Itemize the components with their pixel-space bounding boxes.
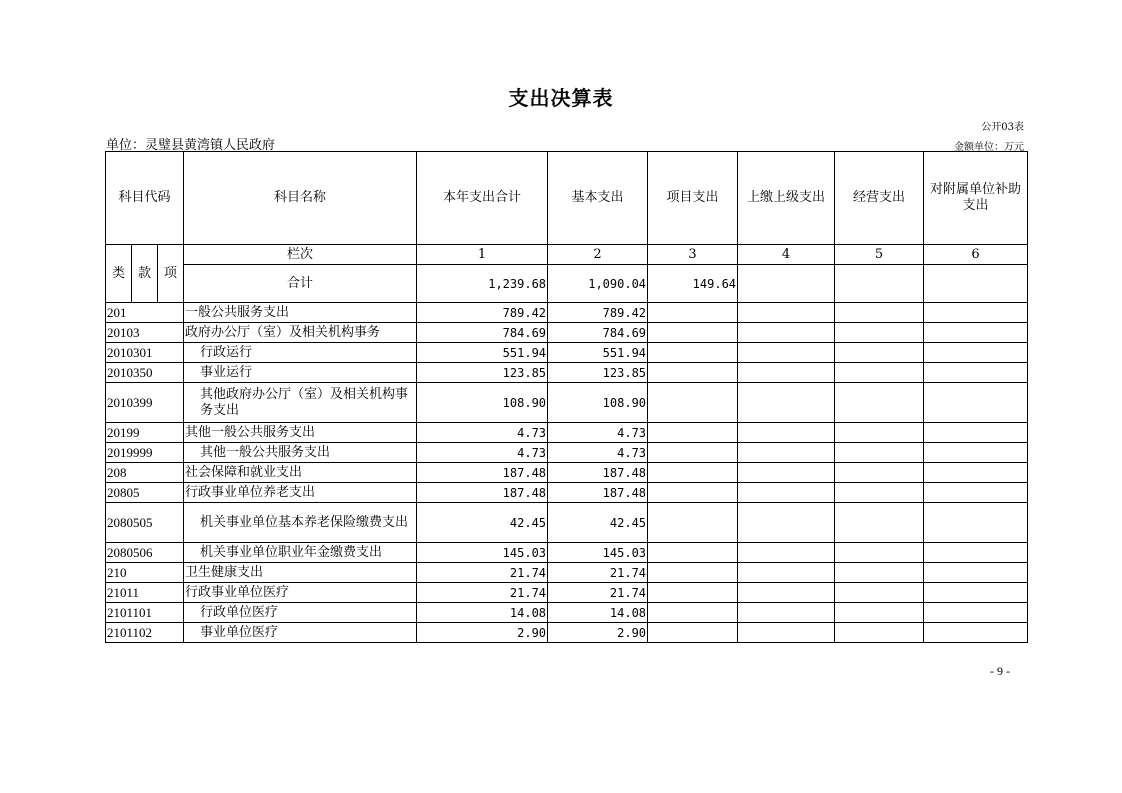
row-basic: 187.48 <box>548 463 648 483</box>
row-name: 行政事业单位养老支出 <box>184 483 417 503</box>
row-project <box>648 483 738 503</box>
col-index-5: 5 <box>835 245 924 265</box>
row-upper <box>738 603 835 623</box>
row-project <box>648 303 738 323</box>
row-upper <box>738 343 835 363</box>
header-total: 本年支出合计 <box>417 152 548 245</box>
row-basic: 784.69 <box>548 323 648 343</box>
row-basic: 21.74 <box>548 563 648 583</box>
row-project <box>648 423 738 443</box>
row-upper <box>738 363 835 383</box>
row-total: 123.85 <box>417 363 548 383</box>
row-business <box>835 423 924 443</box>
table-row <box>106 563 1028 583</box>
table-row <box>106 463 1028 483</box>
row-subsidy <box>924 603 1028 623</box>
header-business: 经营支出 <box>835 152 924 245</box>
row-name: 事业运行 <box>184 363 417 383</box>
table-row <box>106 603 1028 623</box>
row-basic: 123.85 <box>548 363 648 383</box>
row-business <box>835 463 924 483</box>
row-subsidy <box>924 343 1028 363</box>
row-name: 机关事业单位职业年金缴费支出 <box>184 543 417 563</box>
row-upper <box>738 623 835 643</box>
header-basic: 基本支出 <box>548 152 648 245</box>
row-subsidy <box>924 463 1028 483</box>
row-name: 政府办公厅（室）及相关机构事务 <box>184 323 417 343</box>
row-basic: 21.74 <box>548 583 648 603</box>
form-number: 公开03表 <box>981 122 1024 133</box>
row-subsidy <box>924 503 1028 543</box>
row-total: 14.08 <box>417 603 548 623</box>
header-xiang: 项 <box>158 245 184 303</box>
row-business <box>835 483 924 503</box>
row-basic: 4.73 <box>548 443 648 463</box>
table-row <box>106 343 1028 363</box>
row-code: 210 <box>106 563 184 583</box>
row-basic: 551.94 <box>548 343 648 363</box>
row-project <box>648 503 738 543</box>
header-project: 项目支出 <box>648 152 738 245</box>
row-upper <box>738 303 835 323</box>
row-name: 其他一般公共服务支出 <box>184 423 417 443</box>
row-code: 2019999 <box>106 443 184 463</box>
row-code: 2010399 <box>106 383 184 423</box>
lanci-label: 栏次 <box>184 245 417 265</box>
row-total: 42.45 <box>417 503 548 543</box>
row-business <box>835 623 924 643</box>
unit-label: 单位：灵璧县黄湾镇人民政府 <box>106 138 276 153</box>
row-total: 784.69 <box>417 323 548 343</box>
row-total: 187.48 <box>417 483 548 503</box>
total-row <box>106 265 1028 303</box>
total-upper <box>738 265 835 303</box>
row-name: 社会保障和就业支出 <box>184 463 417 483</box>
row-total: 4.73 <box>417 423 548 443</box>
row-name: 行政单位医疗 <box>184 603 417 623</box>
row-project <box>648 383 738 423</box>
row-upper <box>738 323 835 343</box>
row-basic: 2.90 <box>548 623 648 643</box>
header-kuan: 款 <box>132 245 158 303</box>
row-upper <box>738 503 835 543</box>
row-total: 4.73 <box>417 443 548 463</box>
table-row <box>106 383 1028 423</box>
row-basic: 187.48 <box>548 483 648 503</box>
page-title: 支出决算表 <box>508 86 614 110</box>
row-code: 21011 <box>106 583 184 603</box>
row-code: 2101101 <box>106 603 184 623</box>
header-upper: 上缴上级支出 <box>738 152 835 245</box>
row-total: 187.48 <box>417 463 548 483</box>
row-subsidy <box>924 423 1028 443</box>
row-upper <box>738 383 835 423</box>
row-business <box>835 443 924 463</box>
row-upper <box>738 443 835 463</box>
table-row <box>106 623 1028 643</box>
row-upper <box>738 543 835 563</box>
row-name: 行政事业单位医疗 <box>184 583 417 603</box>
table-row <box>106 423 1028 443</box>
row-name: 机关事业单位基本养老保险缴费支出 <box>184 503 417 543</box>
row-project <box>648 563 738 583</box>
row-basic: 108.90 <box>548 383 648 423</box>
row-project <box>648 623 738 643</box>
row-business <box>835 323 924 343</box>
table-row <box>106 443 1028 463</box>
row-subsidy <box>924 363 1028 383</box>
row-subsidy <box>924 623 1028 643</box>
row-code: 2010350 <box>106 363 184 383</box>
row-business <box>835 383 924 423</box>
row-name: 其他一般公共服务支出 <box>184 443 417 463</box>
row-project <box>648 583 738 603</box>
row-project <box>648 603 738 623</box>
row-total: 789.42 <box>417 303 548 323</box>
row-project <box>648 543 738 563</box>
col-index-4: 4 <box>738 245 835 265</box>
header-subsidy: 对附属单位补助支出 <box>924 152 1028 245</box>
row-subsidy <box>924 483 1028 503</box>
page-number: - 9 - <box>990 664 1010 678</box>
row-business <box>835 543 924 563</box>
row-subsidy <box>924 543 1028 563</box>
row-project <box>648 363 738 383</box>
row-basic: 14.08 <box>548 603 648 623</box>
row-code: 2080505 <box>106 503 184 543</box>
row-code: 201 <box>106 303 184 323</box>
row-project <box>648 343 738 363</box>
row-subsidy <box>924 303 1028 323</box>
total-business <box>835 265 924 303</box>
row-subsidy <box>924 323 1028 343</box>
total-basic: 1,090.04 <box>548 265 648 303</box>
col-index-6: 6 <box>924 245 1028 265</box>
row-code: 208 <box>106 463 184 483</box>
row-project <box>648 443 738 463</box>
row-total: 145.03 <box>417 543 548 563</box>
row-total: 21.74 <box>417 563 548 583</box>
total-subsidy <box>924 265 1028 303</box>
row-code: 20805 <box>106 483 184 503</box>
row-basic: 42.45 <box>548 503 648 543</box>
row-name: 行政运行 <box>184 343 417 363</box>
column-index-row <box>106 245 1028 265</box>
row-name: 卫生健康支出 <box>184 563 417 583</box>
row-upper <box>738 483 835 503</box>
row-upper <box>738 563 835 583</box>
col-index-1: 1 <box>417 245 548 265</box>
row-code: 2010301 <box>106 343 184 363</box>
row-business <box>835 363 924 383</box>
row-upper <box>738 423 835 443</box>
row-project <box>648 463 738 483</box>
row-code: 20103 <box>106 323 184 343</box>
row-total: 2.90 <box>417 623 548 643</box>
table-row <box>106 543 1028 563</box>
header-name: 科目名称 <box>184 152 417 245</box>
row-subsidy <box>924 583 1028 603</box>
row-code: 2080506 <box>106 543 184 563</box>
row-total: 551.94 <box>417 343 548 363</box>
row-business <box>835 343 924 363</box>
row-upper <box>738 583 835 603</box>
row-total: 108.90 <box>417 383 548 423</box>
row-name: 其他政府办公厅（室）及相关机构事务支出 <box>184 383 417 423</box>
row-name: 事业单位医疗 <box>184 623 417 643</box>
row-upper <box>738 463 835 483</box>
total-label: 合计 <box>184 265 417 303</box>
row-subsidy <box>924 563 1028 583</box>
header-lei: 类 <box>106 245 132 303</box>
header-row <box>106 152 1028 245</box>
table-row <box>106 303 1028 323</box>
table-row <box>106 323 1028 343</box>
row-business <box>835 503 924 543</box>
amount-unit-label: 金额单位：万元 <box>954 142 1024 153</box>
row-total: 21.74 <box>417 583 548 603</box>
row-basic: 789.42 <box>548 303 648 323</box>
table-row <box>106 583 1028 603</box>
total-project: 149.64 <box>648 265 738 303</box>
row-subsidy <box>924 443 1028 463</box>
row-business <box>835 303 924 323</box>
row-subsidy <box>924 383 1028 423</box>
table-row <box>106 503 1028 543</box>
col-index-2: 2 <box>548 245 648 265</box>
table-row <box>106 483 1028 503</box>
expenditure-table <box>105 151 1028 643</box>
row-business <box>835 563 924 583</box>
row-business <box>835 603 924 623</box>
row-code: 20199 <box>106 423 184 443</box>
table-row <box>106 363 1028 383</box>
total-amount: 1,239.68 <box>417 265 548 303</box>
row-basic: 145.03 <box>548 543 648 563</box>
row-basic: 4.73 <box>548 423 648 443</box>
header-code: 科目代码 <box>106 152 184 245</box>
row-name: 一般公共服务支出 <box>184 303 417 323</box>
col-index-3: 3 <box>648 245 738 265</box>
row-code: 2101102 <box>106 623 184 643</box>
row-project <box>648 323 738 343</box>
row-business <box>835 583 924 603</box>
